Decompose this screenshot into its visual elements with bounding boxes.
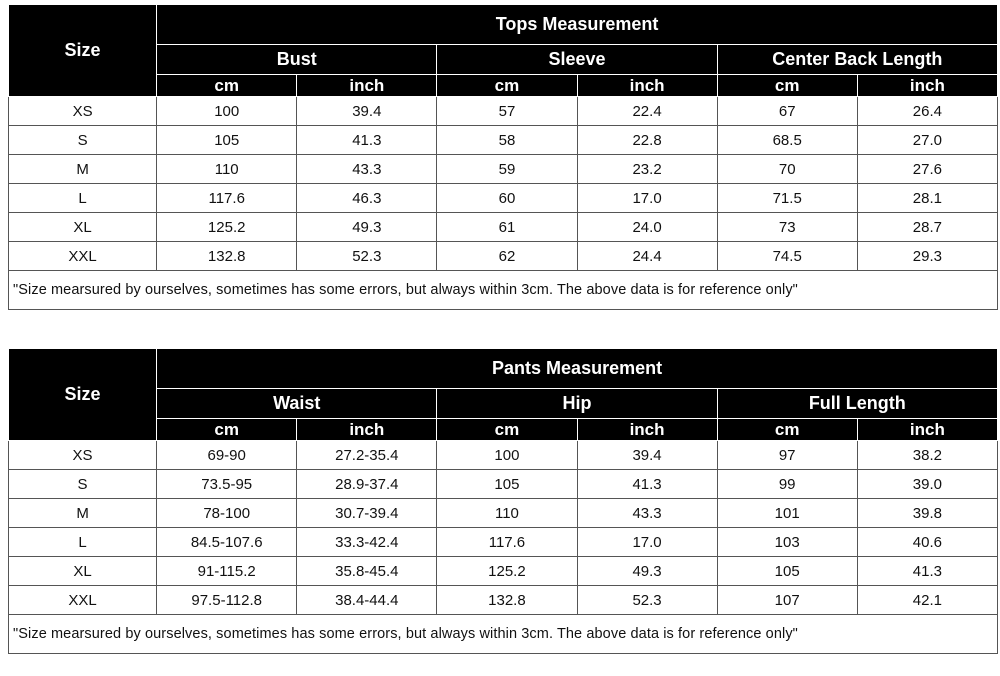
- unit-header: inch: [297, 419, 437, 441]
- measurement-cell: 67: [717, 97, 857, 126]
- group-header-hip: Hip: [437, 389, 717, 419]
- measurement-cell: 84.5-107.6: [157, 528, 297, 557]
- table-row: [9, 213, 998, 242]
- measurement-cell: 110: [157, 155, 297, 184]
- group-header-bust: Bust: [157, 45, 437, 75]
- measurement-cell: 23.2: [577, 155, 717, 184]
- measurement-cell: 41.3: [297, 126, 437, 155]
- measurement-cell: 132.8: [157, 242, 297, 271]
- table-row: [9, 499, 998, 528]
- table-row: [9, 557, 998, 586]
- table-row: [9, 97, 998, 126]
- measurement-cell: 17.0: [577, 184, 717, 213]
- measurement-cell: 58: [437, 126, 577, 155]
- measurement-cell: 125.2: [437, 557, 577, 586]
- table-row: [9, 126, 998, 155]
- measurement-cell: 101: [717, 499, 857, 528]
- measurement-cell: 28.1: [857, 184, 997, 213]
- unit-header: cm: [717, 75, 857, 97]
- measurement-cell: 69-90: [157, 441, 297, 470]
- measurement-cell: 100: [157, 97, 297, 126]
- tops-table-body: [9, 97, 998, 271]
- measurement-cell: 61: [437, 213, 577, 242]
- measurement-cell: 117.6: [437, 528, 577, 557]
- measurement-cell: 29.3: [857, 242, 997, 271]
- pants-table-body: [9, 441, 998, 615]
- measurement-cell: 52.3: [577, 586, 717, 615]
- pants-measurement-table-block: [8, 348, 998, 654]
- measurement-cell: 35.8-45.4: [297, 557, 437, 586]
- size-label-cell: XXL: [9, 586, 157, 615]
- measurement-cell: 38.4-44.4: [297, 586, 437, 615]
- measurement-cell: 22.8: [577, 126, 717, 155]
- measurement-cell: 26.4: [857, 97, 997, 126]
- measurement-cell: 70: [717, 155, 857, 184]
- measurement-cell: 105: [717, 557, 857, 586]
- size-label-cell: XL: [9, 557, 157, 586]
- measurement-cell: 42.1: [857, 586, 997, 615]
- measurement-cell: 22.4: [577, 97, 717, 126]
- measurement-cell: 27.2-35.4: [297, 441, 437, 470]
- size-label-cell: M: [9, 155, 157, 184]
- measurement-cell: 110: [437, 499, 577, 528]
- measurement-cell: 28.9-37.4: [297, 470, 437, 499]
- unit-header: cm: [157, 419, 297, 441]
- unit-header: inch: [297, 75, 437, 97]
- group-header-waist: Waist: [157, 389, 437, 419]
- tops-measurement-table: [8, 4, 998, 310]
- measurement-cell: 41.3: [857, 557, 997, 586]
- table-row: [9, 470, 998, 499]
- table-row: [9, 441, 998, 470]
- size-label-cell: XS: [9, 441, 157, 470]
- unit-header: inch: [857, 419, 997, 441]
- measurement-cell: 46.3: [297, 184, 437, 213]
- pants-measurement-table: [8, 348, 998, 654]
- table-row: [9, 586, 998, 615]
- measurement-cell: 68.5: [717, 126, 857, 155]
- measurement-cell: 33.3-42.4: [297, 528, 437, 557]
- measurement-cell: 74.5: [717, 242, 857, 271]
- size-label-cell: XXL: [9, 242, 157, 271]
- measurement-cell: 62: [437, 242, 577, 271]
- measurement-cell: 125.2: [157, 213, 297, 242]
- unit-header: inch: [577, 419, 717, 441]
- measurement-cell: 17.0: [577, 528, 717, 557]
- measurement-cell: 24.0: [577, 213, 717, 242]
- note-row: [9, 271, 998, 310]
- measurement-cell: 24.4: [577, 242, 717, 271]
- measurement-cell: 97: [717, 441, 857, 470]
- table-title: Tops Measurement: [157, 5, 998, 45]
- size-label-cell: L: [9, 528, 157, 557]
- size-label-cell: XL: [9, 213, 157, 242]
- measurement-cell: 99: [717, 470, 857, 499]
- measurement-cell: 28.7: [857, 213, 997, 242]
- size-column-header: Size: [9, 5, 157, 97]
- measurement-cell: 57: [437, 97, 577, 126]
- group-header-center-back-length: Center Back Length: [717, 45, 997, 75]
- measurement-cell: 105: [157, 126, 297, 155]
- measurement-cell: 49.3: [577, 557, 717, 586]
- measurement-cell: 39.4: [297, 97, 437, 126]
- table-row: [9, 155, 998, 184]
- measurement-cell: 49.3: [297, 213, 437, 242]
- measurement-cell: 117.6: [157, 184, 297, 213]
- measurement-cell: 41.3: [577, 470, 717, 499]
- measurement-cell: 39.4: [577, 441, 717, 470]
- measurement-cell: 73.5-95: [157, 470, 297, 499]
- unit-header: inch: [857, 75, 997, 97]
- measurement-cell: 107: [717, 586, 857, 615]
- measurement-cell: 105: [437, 470, 577, 499]
- unit-header: cm: [437, 75, 577, 97]
- measurement-cell: 30.7-39.4: [297, 499, 437, 528]
- measurement-cell: 91-115.2: [157, 557, 297, 586]
- measurement-cell: 73: [717, 213, 857, 242]
- tops-measurement-table-block: [8, 4, 998, 310]
- measurement-cell: 71.5: [717, 184, 857, 213]
- measurement-cell: 27.0: [857, 126, 997, 155]
- measurement-cell: 97.5-112.8: [157, 586, 297, 615]
- size-label-cell: L: [9, 184, 157, 213]
- unit-header: cm: [717, 419, 857, 441]
- table-row: [9, 528, 998, 557]
- size-label-cell: M: [9, 499, 157, 528]
- measurement-cell: 60: [437, 184, 577, 213]
- measurement-cell: 39.0: [857, 470, 997, 499]
- size-label-cell: S: [9, 126, 157, 155]
- measurement-cell: 27.6: [857, 155, 997, 184]
- measurement-cell: 103: [717, 528, 857, 557]
- unit-header: cm: [437, 419, 577, 441]
- unit-header: cm: [157, 75, 297, 97]
- measurement-cell: 43.3: [297, 155, 437, 184]
- measurement-cell: 59: [437, 155, 577, 184]
- group-header-full-length: Full Length: [717, 389, 997, 419]
- measurement-cell: 40.6: [857, 528, 997, 557]
- measurement-cell: 43.3: [577, 499, 717, 528]
- measurement-cell: 100: [437, 441, 577, 470]
- size-label-cell: S: [9, 470, 157, 499]
- group-header-sleeve: Sleeve: [437, 45, 717, 75]
- unit-header: inch: [577, 75, 717, 97]
- table-row: [9, 242, 998, 271]
- size-disclaimer-note: "Size mearsured by ourselves, sometimes has some errors, but always within 3cm. The above data is for reference only": [9, 615, 998, 654]
- size-column-header: Size: [9, 349, 157, 441]
- measurement-cell: 38.2: [857, 441, 997, 470]
- measurement-cell: 39.8: [857, 499, 997, 528]
- size-disclaimer-note: "Size mearsured by ourselves, sometimes has some errors, but always within 3cm. The above data is for reference only": [9, 271, 998, 310]
- measurement-cell: 52.3: [297, 242, 437, 271]
- measurement-cell: 78-100: [157, 499, 297, 528]
- measurement-cell: 132.8: [437, 586, 577, 615]
- note-row: [9, 615, 998, 654]
- table-title: Pants Measurement: [157, 349, 998, 389]
- table-row: [9, 184, 998, 213]
- size-label-cell: XS: [9, 97, 157, 126]
